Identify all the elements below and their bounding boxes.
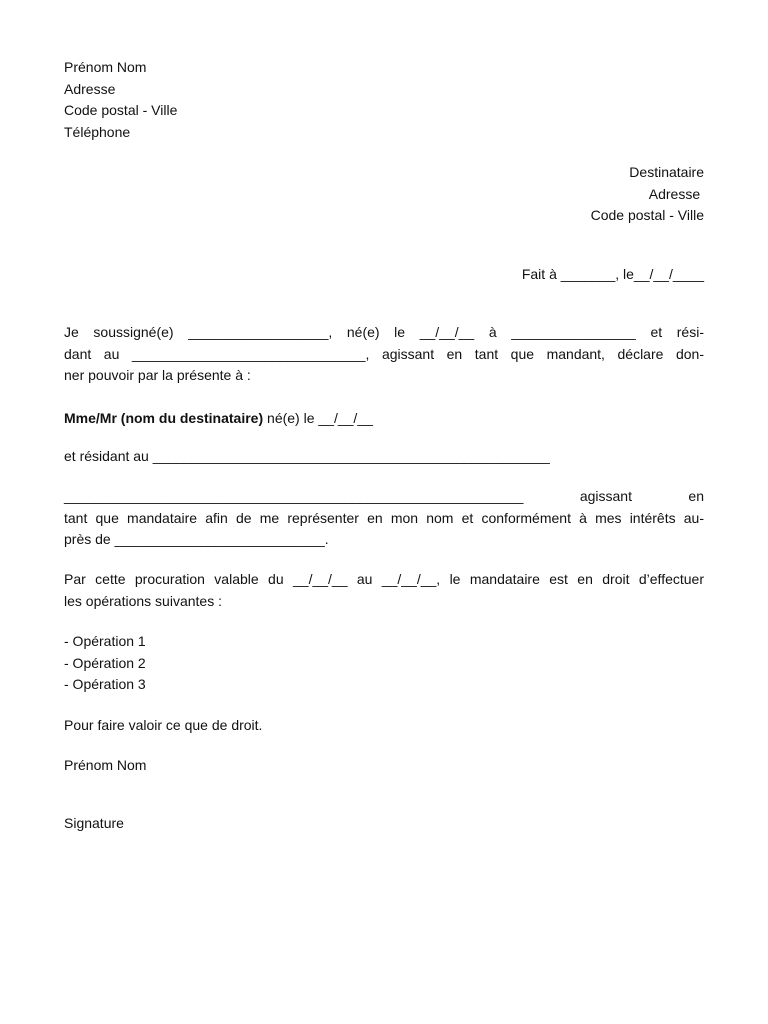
- mandant-line-1: Je soussigné(e) __________________, né(e) le __/__/__ à ________________ et rési-: [64, 324, 704, 340]
- signer-block: [64, 755, 704, 777]
- validity-line-2: les opérations suivantes :: [64, 592, 222, 609]
- closing-block: [64, 715, 704, 737]
- sender-address: Adresse: [64, 80, 116, 97]
- validity-line-1: Par cette procuration valable du __/__/__ au __/__/__, le mandataire est en droit d’effectuer: [64, 571, 704, 587]
- list-item: - Opération 1: [64, 633, 146, 649]
- date-place-line: [64, 264, 704, 286]
- sender-phone: Téléphone: [64, 124, 131, 141]
- recipient-name: Destinataire: [629, 164, 704, 180]
- mandant-line-2: dant au ______________________________, agissant en tant que mandant, déclare don-: [64, 345, 704, 362]
- recipient-city: Code postal - Ville: [590, 207, 704, 224]
- date-line: Fait à _______, le__/__/____: [521, 266, 704, 282]
- closing-formula: Pour faire valoir ce que de droit.: [64, 717, 263, 733]
- recipient-address: Adresse: [648, 185, 704, 202]
- sender-name: Prénom Nom: [64, 59, 147, 75]
- mandataire-paragraph: [64, 486, 704, 551]
- residence-line: et résidant au ___________________________________________________: [64, 448, 550, 464]
- signature-block: [64, 813, 704, 835]
- recipient-block: [64, 162, 704, 227]
- validity-paragraph: [64, 569, 704, 612]
- signature-label: Signature: [64, 815, 124, 831]
- mandant-line-3: ner pouvoir par la présente à :: [64, 367, 251, 384]
- signer-name: Prénom Nom: [64, 757, 147, 773]
- mandataire-line-1: ___________________________________________________________ agissant en: [64, 488, 704, 504]
- operations-list: [64, 631, 704, 696]
- mandataire-line-2: tant que mandataire afin de me représenter en mon nom et conformément à mes intérêts au-: [64, 509, 704, 526]
- list-item: - Opération 2: [64, 654, 146, 671]
- mandataire-birth: né(e) le __/__/__: [263, 410, 373, 426]
- mandataire-name: Mme/Mr (nom du destinataire): [64, 410, 264, 426]
- sender-block: [64, 57, 704, 144]
- sender-city: Code postal - Ville: [64, 102, 178, 119]
- residence-block: [64, 446, 704, 468]
- list-item: - Opération 3: [64, 676, 146, 693]
- mandataire-line: [64, 408, 704, 430]
- mandataire-line-3: près de ___________________________.: [64, 531, 329, 548]
- mandant-paragraph: [64, 322, 704, 387]
